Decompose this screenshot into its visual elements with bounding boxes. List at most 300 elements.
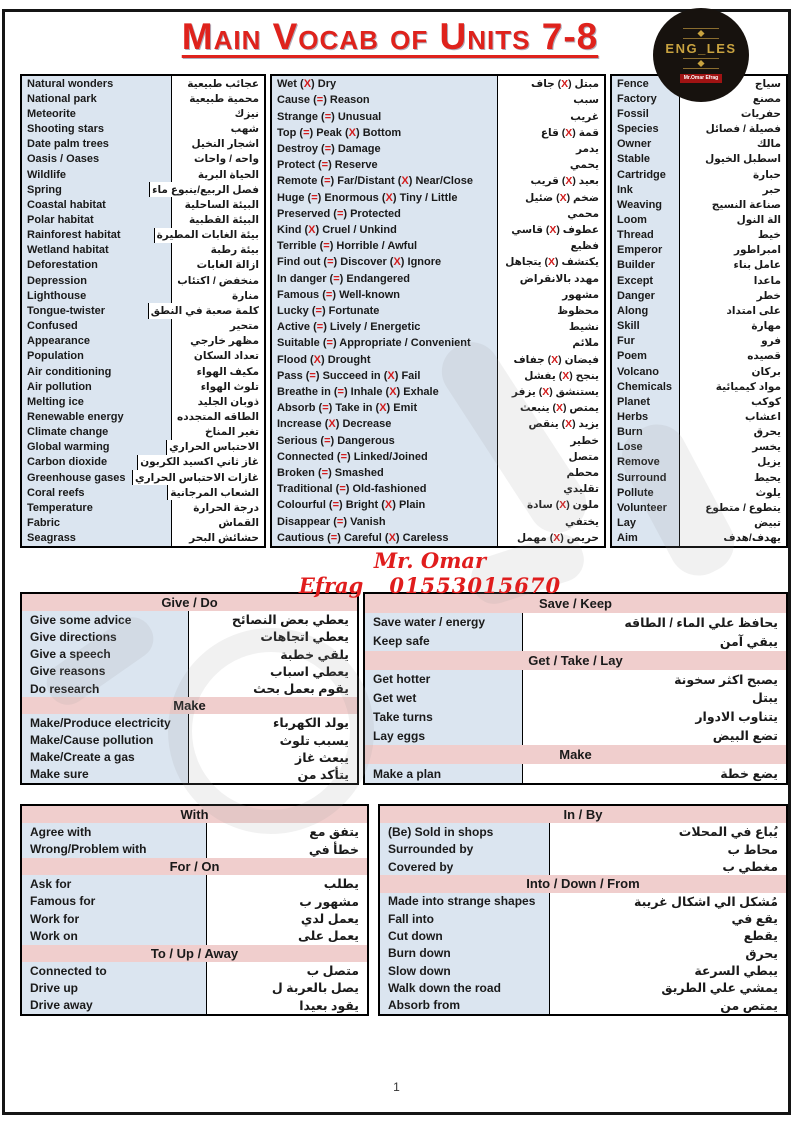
arabic-translation: عجائب طبيعية bbox=[187, 77, 259, 90]
arabic-translation: محظوظ bbox=[557, 304, 599, 317]
english-term: Wildlife bbox=[22, 167, 172, 182]
english-term: Thread bbox=[612, 228, 680, 243]
with-for-on-table bbox=[20, 804, 369, 1016]
arabic-translation: يعطي اسباب bbox=[270, 664, 349, 679]
vocab-row bbox=[272, 206, 604, 222]
vocab-row bbox=[272, 125, 604, 141]
english-phrase: Burn down bbox=[380, 945, 550, 962]
arabic-translation: اسطبل الخيول bbox=[705, 153, 781, 166]
english-term: Builder bbox=[612, 258, 680, 273]
vocab-column-general bbox=[610, 74, 788, 548]
arabic-translation: صناعة النسيج bbox=[711, 198, 781, 211]
arabic-translation: ضخم ( X ) ضئيل bbox=[525, 191, 599, 204]
phrase-row bbox=[365, 632, 786, 651]
arabic-translation: خطير bbox=[570, 434, 599, 447]
vocab-row bbox=[612, 455, 786, 470]
vocab-row bbox=[22, 197, 264, 212]
vocab-row bbox=[22, 485, 264, 500]
arabic-translation: يقوم بعمل بحث bbox=[253, 682, 349, 697]
arabic-translation: امبراطور bbox=[733, 244, 781, 257]
arabic-translation: محمية طبيعية bbox=[189, 92, 259, 105]
english-phrase: Absorb from bbox=[380, 997, 550, 1014]
vocab-row bbox=[22, 212, 264, 227]
english-term: Temperature bbox=[22, 500, 172, 515]
section-header-row bbox=[22, 945, 367, 962]
arabic-translation: يهدف/هدف bbox=[723, 532, 781, 545]
phrase-row bbox=[22, 628, 357, 645]
english-phrase: Get wet bbox=[365, 689, 523, 708]
arabic-translation: ماعدا bbox=[753, 274, 781, 287]
vocab-row bbox=[612, 364, 786, 379]
phrase-row bbox=[365, 670, 786, 689]
vocab-row bbox=[612, 137, 786, 152]
arabic-translation: ملائم bbox=[572, 337, 599, 350]
arabic-translation: يختفي bbox=[565, 515, 599, 528]
english-term: Lose bbox=[612, 440, 680, 455]
vocab-row bbox=[22, 334, 264, 349]
arabic-translation: غازات الاحتباس الحراري bbox=[134, 471, 259, 484]
vocab-row bbox=[22, 425, 264, 440]
english-term: Rainforest habitat bbox=[22, 228, 155, 243]
english-phrase: Do research bbox=[22, 680, 189, 697]
phrase-row bbox=[22, 875, 367, 892]
english-term: Factory bbox=[612, 91, 680, 106]
arabic-translation: حشائش البحر bbox=[189, 532, 259, 545]
arabic-translation: بركان bbox=[751, 365, 781, 378]
english-term: Natural wonders bbox=[22, 76, 172, 91]
arabic-translation: خطر bbox=[756, 289, 781, 302]
page-title: Main Vocab of Units 7-8 bbox=[181, 16, 599, 57]
vocab-row bbox=[22, 121, 264, 136]
english-term: Emperor bbox=[612, 243, 680, 258]
vocab-row bbox=[612, 273, 786, 288]
vocab-row bbox=[612, 349, 786, 364]
arabic-translation: يبقي آمن bbox=[719, 634, 778, 649]
english-term: Confused bbox=[22, 319, 172, 334]
vocab-row bbox=[612, 516, 786, 531]
section-header: For / On bbox=[22, 858, 367, 875]
english-term: Fossil bbox=[612, 106, 680, 121]
arabic-translation: مشهور bbox=[562, 288, 599, 301]
preposition-collocations-section bbox=[20, 804, 788, 1016]
phrase-row bbox=[380, 962, 786, 979]
english-term: Active ( = ) Lively / Energetic bbox=[272, 319, 498, 335]
english-term: Skill bbox=[612, 319, 680, 334]
english-term: Seagrass bbox=[22, 531, 172, 546]
english-phrase: Give some advice bbox=[22, 611, 189, 628]
section-header: To / Up / Away bbox=[22, 945, 367, 962]
phrase-row bbox=[22, 766, 357, 783]
vocab-row bbox=[612, 440, 786, 455]
phrase-row bbox=[22, 749, 357, 766]
vocab-row bbox=[272, 319, 604, 335]
english-term: Coral reefs bbox=[22, 485, 168, 500]
phrase-row bbox=[22, 927, 367, 944]
english-term: Meteorite bbox=[22, 106, 172, 121]
english-phrase: Agree with bbox=[22, 823, 207, 840]
arabic-translation: البيئة القطبية bbox=[189, 213, 259, 226]
english-term: Polar habitat bbox=[22, 212, 172, 227]
section-header-row bbox=[365, 745, 786, 764]
arabic-translation: يعمل على bbox=[297, 929, 359, 944]
english-term: Top ( = ) Peak ( X ) Bottom bbox=[272, 125, 498, 141]
arabic-translation: يبطي السرعة bbox=[694, 964, 778, 979]
english-phrase: Lay eggs bbox=[365, 726, 523, 745]
arabic-translation: يبتل bbox=[751, 691, 778, 706]
page-number: 1 bbox=[393, 1080, 400, 1094]
arabic-translation: متصل bbox=[568, 450, 599, 463]
english-term: Owner bbox=[612, 137, 680, 152]
english-phrase: Surrounded by bbox=[380, 841, 550, 858]
english-phrase: (Be) Sold in shops bbox=[380, 823, 550, 840]
english-term: Except bbox=[612, 273, 680, 288]
english-term: Along bbox=[612, 303, 680, 318]
phrase-row bbox=[365, 707, 786, 726]
vocab-row bbox=[272, 141, 604, 157]
english-term: Volunteer bbox=[612, 500, 680, 515]
arabic-translation: خطأ في bbox=[308, 842, 359, 857]
arabic-translation: بعيد ( X ) قريب bbox=[530, 175, 599, 188]
english-term: Cause ( = ) Reason bbox=[272, 92, 498, 108]
english-phrase: Get hotter bbox=[365, 670, 523, 689]
english-term: Broken ( = ) Smashed bbox=[272, 465, 498, 481]
vocab-row bbox=[272, 449, 604, 465]
vocab-row bbox=[272, 384, 604, 400]
english-term: In danger ( = ) Endangered bbox=[272, 270, 498, 286]
phrase-row bbox=[380, 841, 786, 858]
english-term: Lucky ( = ) Fortunate bbox=[272, 303, 498, 319]
logo-text: ENG_LES bbox=[665, 40, 737, 56]
arabic-translation: يصبح اكثر سخونة bbox=[674, 672, 778, 687]
vocab-row bbox=[612, 152, 786, 167]
arabic-translation: يمتص ( X ) ينبعث bbox=[519, 402, 599, 415]
english-term: Lay bbox=[612, 516, 680, 531]
english-phrase: Save water / energy bbox=[365, 613, 523, 632]
phrase-row bbox=[380, 858, 786, 875]
english-term: Remote ( = ) Far/Distant ( X ) Near/Close bbox=[272, 173, 498, 189]
arabic-translation: فصل الربيع/ينبوع ماء bbox=[152, 183, 259, 196]
save-keep-table bbox=[363, 592, 788, 785]
arabic-translation: تعداد السكان bbox=[193, 350, 259, 363]
arabic-translation: ذوبان الجليد bbox=[197, 395, 259, 408]
arabic-translation: يلقي خطبة bbox=[280, 647, 349, 662]
english-term: Increase ( X ) Decrease bbox=[272, 416, 498, 432]
arabic-translation: الشعاب المرجانية bbox=[170, 486, 259, 499]
arabic-translation: يستنشق ( X ) يزفر bbox=[511, 385, 599, 398]
arabic-translation: مظهر خارجي bbox=[190, 335, 259, 348]
english-term: Fabric bbox=[22, 516, 172, 531]
vocab-row bbox=[272, 368, 604, 384]
teacher-signature bbox=[250, 548, 610, 598]
arabic-translation: مالك bbox=[756, 138, 781, 151]
vocab-row bbox=[22, 516, 264, 531]
arabic-translation: غريب bbox=[570, 110, 599, 123]
phrase-row bbox=[22, 714, 357, 731]
english-term: Population bbox=[22, 349, 172, 364]
vocab-row bbox=[22, 76, 264, 91]
verb-collocations-section bbox=[20, 592, 788, 785]
english-term: Weaving bbox=[612, 197, 680, 212]
english-phrase: Take turns bbox=[365, 707, 523, 726]
phrase-row bbox=[365, 689, 786, 708]
english-phrase: Work on bbox=[22, 927, 207, 944]
english-term: Preserved ( = ) Protected bbox=[272, 206, 498, 222]
english-term: National park bbox=[22, 91, 172, 106]
english-phrase: Covered by bbox=[380, 858, 550, 875]
section-header-row bbox=[22, 697, 357, 714]
vocab-row bbox=[272, 416, 604, 432]
vocab-row bbox=[612, 485, 786, 500]
arabic-translation: اشجار النخيل bbox=[191, 138, 259, 151]
english-phrase: Give a speech bbox=[22, 646, 189, 663]
phrase-row bbox=[22, 962, 367, 979]
english-term: Surround bbox=[612, 470, 680, 485]
arabic-translation: على امتداد bbox=[726, 304, 781, 317]
vocab-row bbox=[612, 228, 786, 243]
arabic-translation: ينجح ( X ) يفشل bbox=[524, 369, 599, 382]
vocab-row bbox=[612, 531, 786, 546]
english-phrase: Give reasons bbox=[22, 663, 189, 680]
arabic-translation: قصيده bbox=[747, 350, 781, 363]
arabic-translation: فرو bbox=[761, 335, 781, 348]
vocab-row bbox=[22, 455, 264, 470]
phrase-row bbox=[22, 646, 357, 663]
english-term: Spring bbox=[22, 182, 150, 197]
vocab-row bbox=[612, 258, 786, 273]
arabic-translation: محمي bbox=[567, 207, 599, 220]
english-phrase: Connected to bbox=[22, 962, 207, 979]
vocab-row bbox=[22, 243, 264, 258]
english-term: Breathe in ( = ) Inhale ( X ) Exhale bbox=[272, 384, 498, 400]
section-header-row bbox=[380, 875, 786, 892]
arabic-translation: غاز ثاني اكسيد الكربون bbox=[140, 456, 259, 469]
vocab-row bbox=[22, 288, 264, 303]
arabic-translation: يقطع bbox=[743, 929, 778, 944]
arabic-translation: عامل بناء bbox=[733, 259, 781, 272]
english-term: Appearance bbox=[22, 334, 172, 349]
vocab-row bbox=[612, 334, 786, 349]
arabic-translation: يحيط bbox=[753, 471, 781, 484]
arabic-translation: الطاقه المتجدده bbox=[177, 411, 259, 424]
vocab-row bbox=[22, 91, 264, 106]
english-term: Remove bbox=[612, 455, 680, 470]
section-header-row bbox=[22, 806, 367, 823]
vocab-row bbox=[22, 440, 264, 455]
arabic-translation: ملون ( X ) سادة bbox=[526, 499, 599, 512]
arabic-translation: محاط ب bbox=[727, 842, 778, 857]
arabic-translation: يقع في bbox=[731, 912, 778, 927]
vocab-row bbox=[272, 335, 604, 351]
arabic-translation: يحرق bbox=[753, 426, 781, 439]
english-term: Wet ( X ) Dry bbox=[272, 76, 498, 92]
english-phrase: Give directions bbox=[22, 628, 189, 645]
english-term: Ink bbox=[612, 182, 680, 197]
english-phrase: Make sure bbox=[22, 766, 189, 783]
phrase-row bbox=[22, 893, 367, 910]
arabic-translation: سياج bbox=[754, 77, 781, 90]
arabic-translation: فصيلة / فصائل bbox=[705, 123, 781, 136]
phone-number: 01553015670 bbox=[389, 573, 562, 598]
english-term: Renewable energy bbox=[22, 409, 172, 424]
vocab-row bbox=[612, 319, 786, 334]
vocab-row bbox=[272, 497, 604, 513]
arabic-translation: حريص ( X ) مهمل bbox=[516, 531, 599, 544]
arabic-translation: الة النول bbox=[736, 213, 781, 226]
vocab-row bbox=[612, 197, 786, 212]
section-header: Make bbox=[22, 697, 357, 714]
arabic-translation: يتطوع / متطوع bbox=[705, 501, 781, 514]
arabic-translation: عطوف ( X ) قاسي bbox=[511, 223, 599, 236]
english-term: Kind ( X ) Cruel / Unkind bbox=[272, 222, 498, 238]
vocab-row bbox=[272, 157, 604, 173]
english-term: Fence bbox=[612, 76, 680, 91]
english-phrase: Make/Produce electricity bbox=[22, 714, 189, 731]
section-header: Save / Keep bbox=[365, 594, 786, 613]
section-header-row bbox=[22, 858, 367, 875]
arabic-translation: مُشكل الي اشكال غريبة bbox=[633, 894, 778, 909]
english-term: Colourful ( = ) Bright ( X ) Plain bbox=[272, 497, 498, 513]
vocab-row bbox=[272, 287, 604, 303]
arabic-translation: فيضان ( X ) جفاف bbox=[513, 353, 599, 366]
vocab-row bbox=[612, 212, 786, 227]
arabic-translation: اعشاب bbox=[745, 411, 781, 424]
arabic-translation: مواد كيميائية bbox=[715, 380, 781, 393]
arabic-translation: ازالة الغابات bbox=[196, 259, 259, 272]
english-term: Wetland habitat bbox=[22, 243, 172, 258]
eng-les-logo bbox=[653, 8, 749, 102]
arabic-translation: يخسر bbox=[752, 441, 781, 454]
arabic-translation: فظيع bbox=[570, 240, 599, 253]
english-term: Cautious ( = ) Careful ( X ) Careless bbox=[272, 530, 498, 546]
phrase-row bbox=[380, 979, 786, 996]
arabic-translation: يعطي بعض النصائح bbox=[231, 613, 349, 628]
main-vocab-table bbox=[20, 74, 788, 548]
vocab-row bbox=[22, 319, 264, 334]
vocab-row bbox=[22, 500, 264, 515]
arabic-translation: مبتل ( X ) جاف bbox=[531, 78, 599, 91]
phrase-row bbox=[22, 611, 357, 628]
arabic-translation: يمشي علي الطريق bbox=[661, 981, 778, 996]
english-term: Air conditioning bbox=[22, 364, 172, 379]
phrase-row bbox=[22, 732, 357, 749]
section-header: Give / Do bbox=[22, 594, 357, 611]
english-term: Depression bbox=[22, 273, 172, 288]
arabic-translation: مكيف الهواء bbox=[196, 365, 259, 378]
arabic-translation: يقود بعيدا bbox=[299, 998, 359, 1013]
arabic-translation: كلمة صعبة في النطق bbox=[150, 304, 259, 317]
english-term: Stable bbox=[612, 152, 680, 167]
english-phrase: Drive up bbox=[22, 979, 207, 996]
english-phrase: Wrong/Problem with bbox=[22, 841, 207, 858]
vocab-row bbox=[272, 481, 604, 497]
vocab-row bbox=[22, 273, 264, 288]
vocab-row bbox=[272, 76, 604, 92]
vocab-row bbox=[612, 470, 786, 485]
english-term: Flood ( X ) Drought bbox=[272, 351, 498, 367]
english-term: Melting ice bbox=[22, 394, 172, 409]
arabic-translation: يتأكد من bbox=[297, 767, 349, 782]
english-term: Aim bbox=[612, 531, 680, 546]
phrase-row bbox=[22, 910, 367, 927]
arabic-translation: الحياة البرية bbox=[197, 168, 259, 181]
vocab-row bbox=[272, 400, 604, 416]
arabic-translation: يتناوب الادوار bbox=[695, 710, 778, 725]
arabic-translation: يحافظ علي الماء / الطاقه bbox=[624, 615, 778, 630]
english-term: Coastal habitat bbox=[22, 197, 172, 212]
arabic-translation: مغطي ب bbox=[722, 860, 778, 875]
arabic-translation: يُباع في المحلات bbox=[678, 825, 778, 840]
vocab-row bbox=[272, 189, 604, 205]
arabic-translation: يزيل bbox=[757, 456, 781, 469]
arabic-translation: يطلب bbox=[323, 877, 359, 892]
phrase-row bbox=[365, 726, 786, 745]
arabic-translation: يكتشف ( X ) يتجاهل bbox=[505, 256, 599, 269]
english-term: Date palm trees bbox=[22, 137, 172, 152]
vocab-row bbox=[272, 513, 604, 529]
vocab-row bbox=[272, 530, 604, 546]
arabic-translation: منخفض / اكتئاب bbox=[177, 274, 259, 287]
arabic-translation: تغير المناخ bbox=[205, 426, 259, 439]
english-phrase: Cut down bbox=[380, 927, 550, 944]
give-do-table bbox=[20, 592, 359, 785]
vocab-row bbox=[272, 254, 604, 270]
section-header: Get / Take / Lay bbox=[365, 651, 786, 670]
arabic-translation: يحرق bbox=[745, 946, 778, 961]
logo-banner: Mr.Omar Efrag bbox=[680, 74, 722, 83]
vocab-row bbox=[272, 432, 604, 448]
arabic-translation: كوكب bbox=[751, 395, 781, 408]
vocab-row bbox=[612, 379, 786, 394]
vocab-row bbox=[272, 351, 604, 367]
vocab-row bbox=[272, 303, 604, 319]
vocab-row bbox=[22, 152, 264, 167]
arabic-translation: مصنع bbox=[752, 92, 781, 105]
english-term: Tongue-twister bbox=[22, 303, 149, 318]
english-term: Find out ( = ) Discover ( X ) Ignore bbox=[272, 254, 498, 270]
english-term: Loom bbox=[612, 212, 680, 227]
phrase-row bbox=[22, 823, 367, 840]
english-term: Fur bbox=[612, 334, 680, 349]
phrase-row bbox=[380, 910, 786, 927]
english-term: Protect ( = ) Reserve bbox=[272, 157, 498, 173]
phrase-row bbox=[365, 613, 786, 632]
arabic-translation: بيئة رطبة bbox=[210, 244, 259, 257]
arabic-translation: خيط bbox=[757, 229, 781, 242]
english-term: Chemicals bbox=[612, 379, 680, 394]
vocab-column-synonyms-antonyms bbox=[270, 74, 606, 548]
english-term: Traditional ( = ) Old-fashioned bbox=[272, 481, 498, 497]
arabic-translation: تبيض bbox=[754, 517, 781, 530]
vocab-row bbox=[22, 258, 264, 273]
vocab-row bbox=[612, 394, 786, 409]
english-term: Danger bbox=[612, 288, 680, 303]
arabic-translation: الاحتباس الحراري bbox=[169, 441, 259, 454]
english-term: Absorb ( = ) Take in ( X ) Emit bbox=[272, 400, 498, 416]
vocab-row bbox=[612, 106, 786, 121]
logo-ornament-icon bbox=[683, 58, 719, 69]
vocab-row bbox=[22, 531, 264, 546]
arabic-translation: يضع خطة bbox=[720, 767, 778, 782]
english-term: Greenhouse gases bbox=[22, 470, 133, 485]
phrase-row bbox=[365, 764, 786, 783]
vocab-row bbox=[612, 500, 786, 515]
vocab-row bbox=[612, 425, 786, 440]
arabic-translation: يدمر bbox=[575, 142, 599, 155]
vocab-row bbox=[272, 270, 604, 286]
vocab-row bbox=[272, 465, 604, 481]
vocab-row bbox=[22, 409, 264, 424]
vocab-row bbox=[22, 228, 264, 243]
